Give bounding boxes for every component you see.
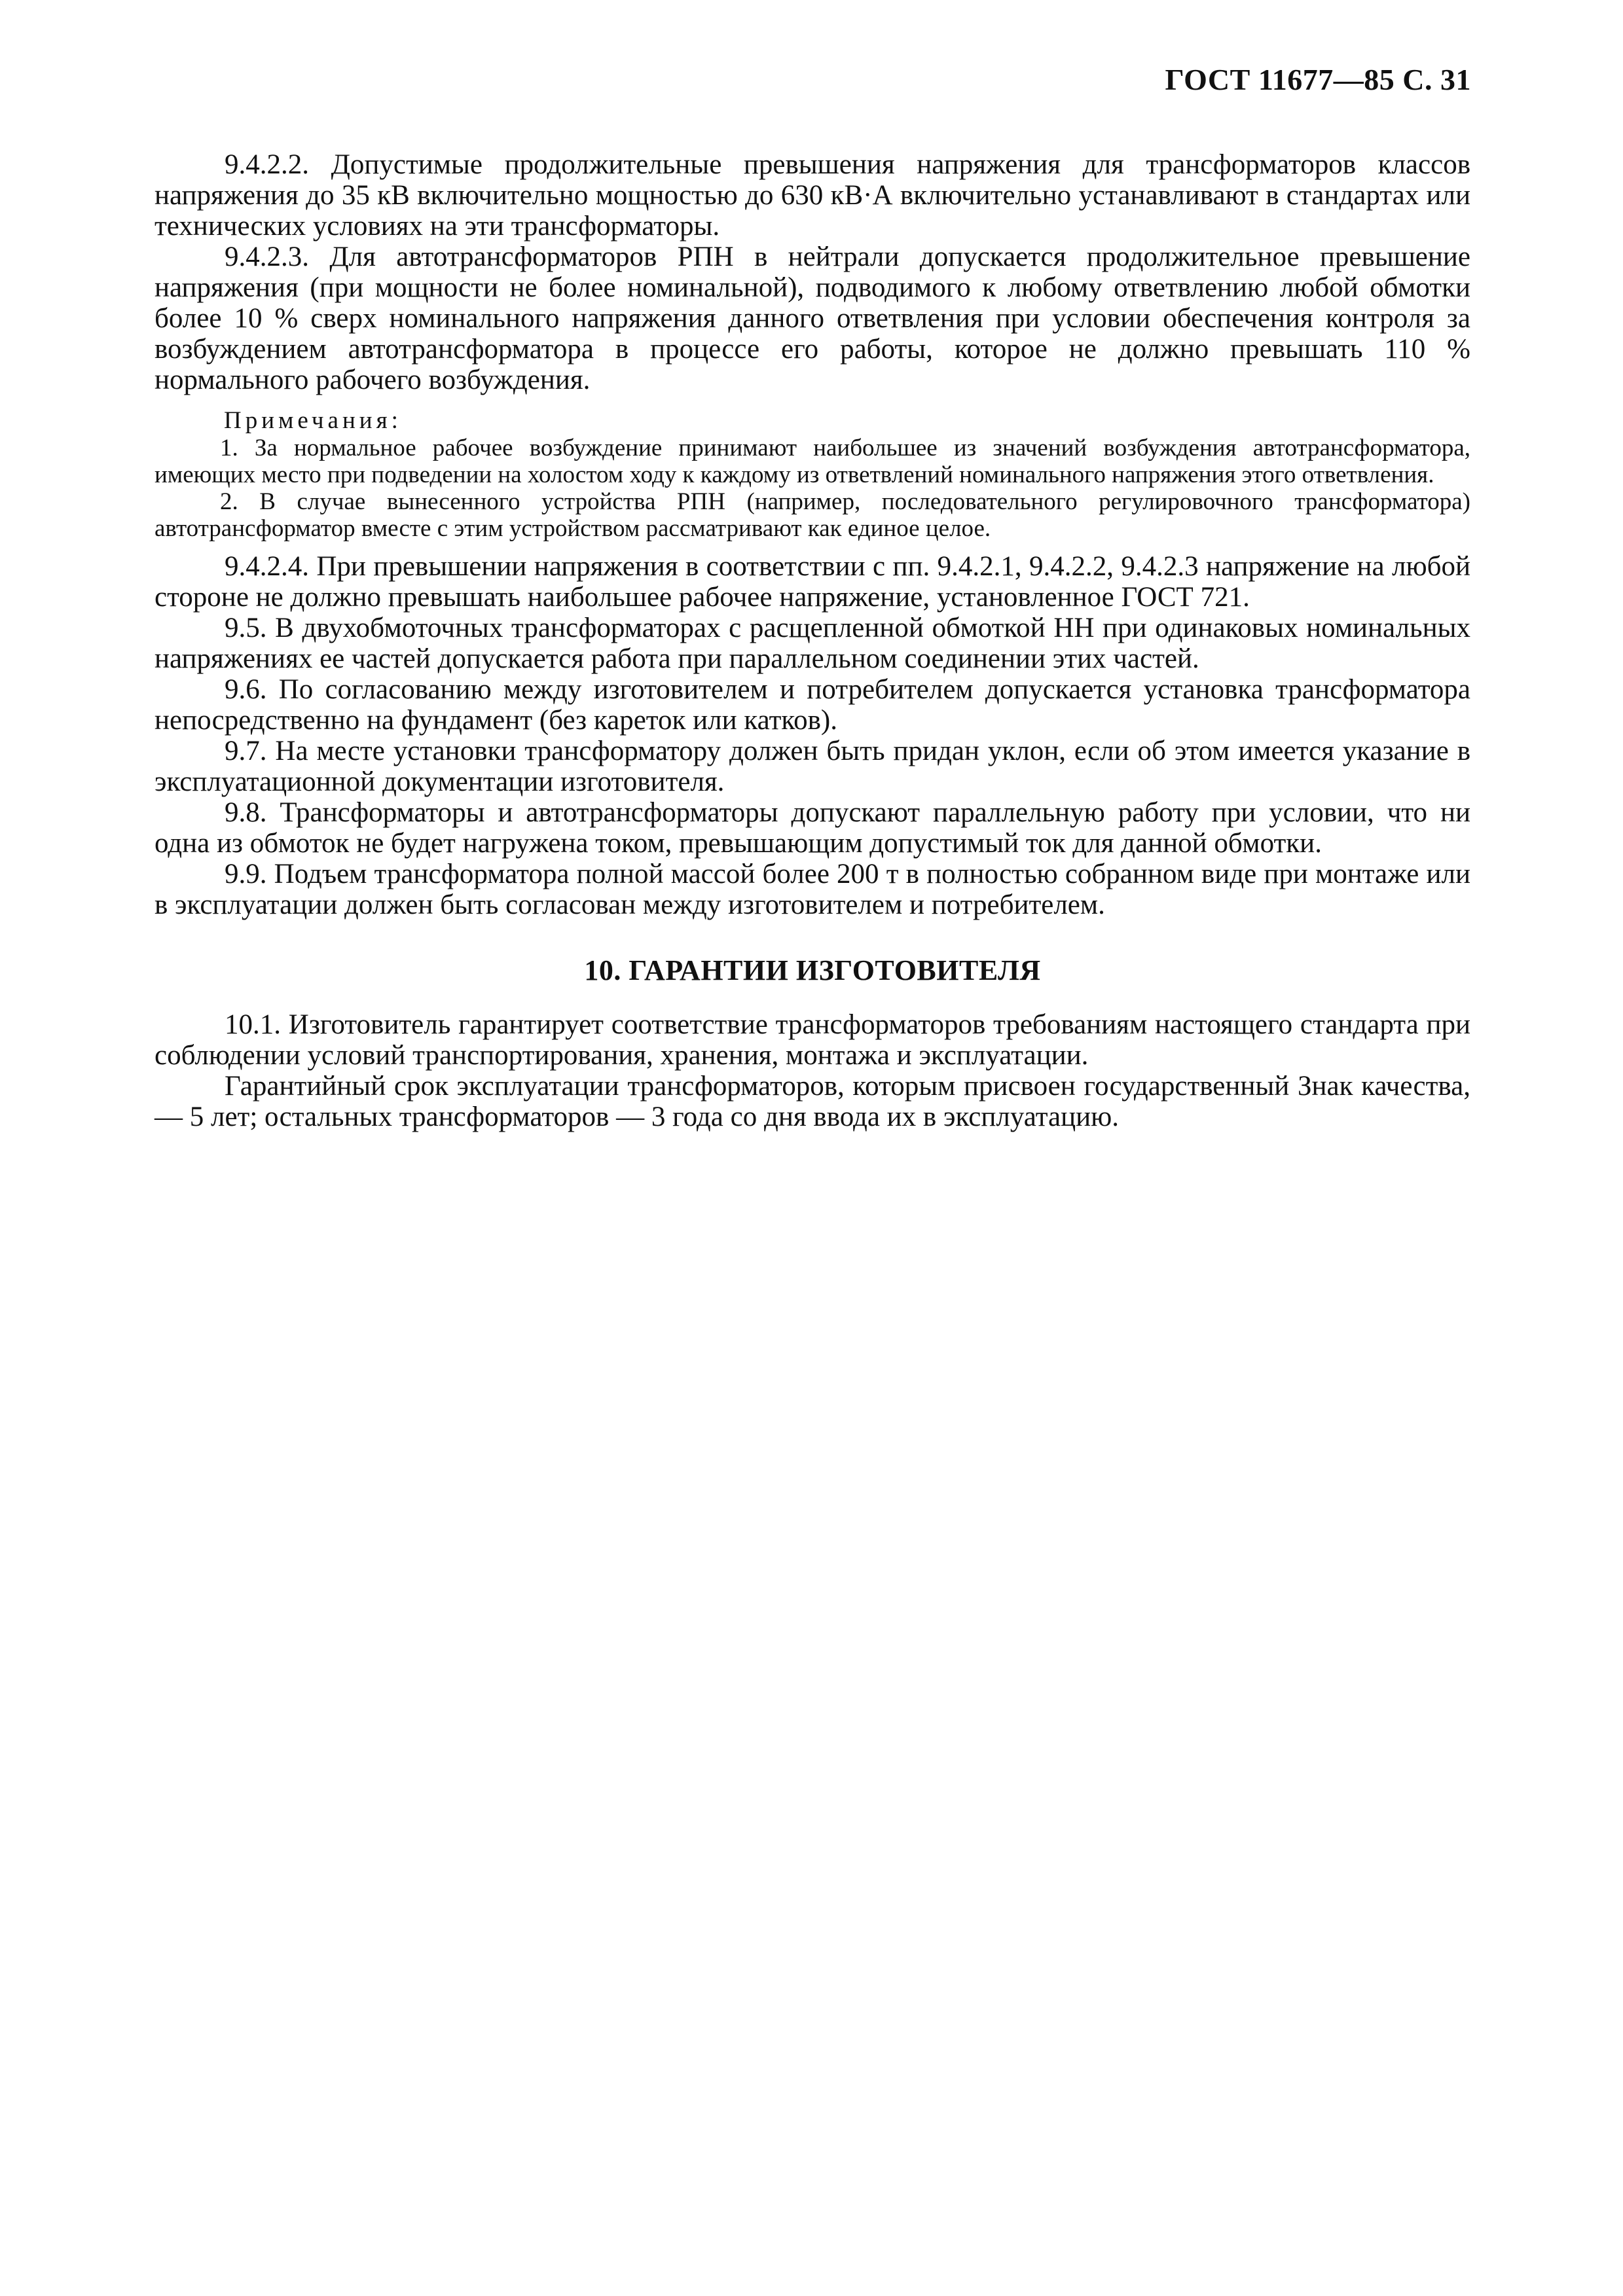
- document-body: [155, 149, 1470, 1132]
- page-header: ГОСТ 11677—85 С. 31: [1165, 63, 1471, 96]
- paragraph-9-8: 9.8. Трансформаторы и автотрансформаторы допускают параллельную работу при условии, что ни одна из обмоток не будет нагружена током, превышающим допустимый ток для данной обмотки.: [155, 797, 1470, 859]
- paragraph-9-4-2-4: 9.4.2.4. При превышении напряжения в соответствии с пп. 9.4.2.1, 9.4.2.2, 9.4.2.3 напряжение на любой стороне не должно превышать наибольшее рабочее напряжение, установленное ГОСТ 721.: [155, 551, 1470, 613]
- paragraph-9-7: 9.7. На месте установки трансформатору должен быть придан уклон, если об этом имеется указание в эксплуатационной документации изготовителя.: [155, 736, 1470, 797]
- paragraph-warranty-period: Гарантийный срок эксплуатации трансформаторов, которым присвоен государственный Знак качества, — 5 лет; остальных трансформаторов — 3 года со дня ввода их в эксплуатацию.: [155, 1071, 1470, 1132]
- paragraph-9-6: 9.6. По согласованию между изготовителем и потребителем допускается установка трансформатора непосредственно на фундамент (без кареток или катков).: [155, 674, 1470, 736]
- notes-block: [155, 407, 1470, 542]
- section-title: 10. ГАРАНТИИ ИЗГОТОВИТЕЛЯ: [584, 954, 1041, 986]
- note-item-1: 1. За нормальное рабочее возбуждение принимают наибольшее из значений возбуждения автотрансформатора, имеющих место при подведении на холостом ходу к каждому из ответвлений номинального напряжения этого ответвления.: [155, 435, 1470, 488]
- paragraph-10-1: 10.1. Изготовитель гарантирует соответствие трансформаторов требованиям настоящего стандарта при соблюдении условий транспортирования, хранения, монтажа и эксплуатации.: [155, 1009, 1470, 1071]
- paragraph-9-9: 9.9. Подъем трансформатора полной массой более 200 т в полностью собранном виде при монтаже или в эксплуатации должен быть согласован между изготовителем и потребителем.: [155, 859, 1470, 920]
- paragraph-9-5: 9.5. В двухобмоточных трансформаторах с расщепленной обмоткой НН при одинаковых номинальных напряжениях ее частей допускается работа при параллельном соединении этих частей.: [155, 613, 1470, 674]
- paragraph-9-4-2-2: 9.4.2.2. Допустимые продолжительные превышения напряжения для трансформаторов классов напряжения до 35 кВ включительно мощностью до 630 кВ·А включительно устанавливают в стандартах или технических условиях на эти трансформаторы.: [155, 149, 1470, 242]
- notes-title: Примечания:: [224, 407, 402, 434]
- paragraph-9-4-2-3: 9.4.2.3. Для автотрансформаторов РПН в нейтрали допускается продолжительное превышение напряжения (при мощности не более номинальной), подводимого к любому ответвлению любой обмотки более 10 % сверх номинального напряжения данного ответвления при условии обеспечения контроля за возбуждением автотрансформатора в процессе его работы, которое не должно превышать 110 % нормального рабочего возбуждения.: [155, 242, 1470, 395]
- note-item-2: 2. В случае вынесенного устройства РПН (например, последовательного регулировочного трансформатора) автотрансформатор вместе с этим устройством рассматривают как единое целое.: [155, 488, 1470, 542]
